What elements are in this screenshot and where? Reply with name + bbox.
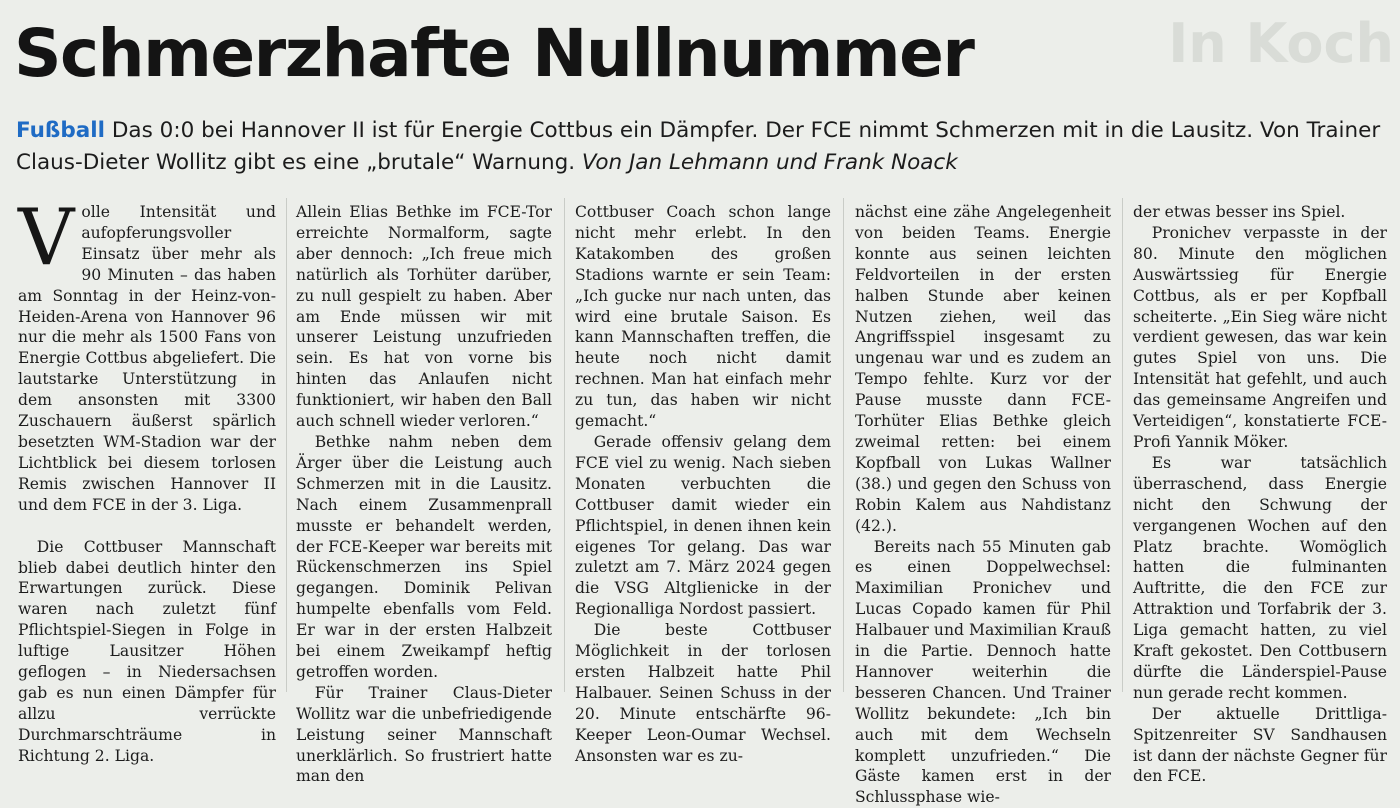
paragraph: Für Trainer Claus-Dieter Wollitz war die unbefriedigende Leistung seiner Mannschaft unerklärlich. So frustriert hatte man den (296, 683, 552, 788)
paragraph: Die Cottbuser Mannschaft blieb dabei deutlich hinter den Erwartungen zurück. Diese waren nach zuletzt fünf Pflichtspiel-Siegen in Folge in luftige Lausitzer Höhen geflogen – in Niedersachsen gab es nun einen Dämpfer für allzu verrückte Durchmarschträume in Richtung 2. Liga. (18, 537, 276, 767)
byline: Von Jan Lehmann und Frank Noack (582, 150, 958, 175)
paragraph: Allein Elias Bethke im FCE-Tor erreichte Normalform, sagte aber dennoch: „Ich freue mich natürlich als Torhüter darüber, zu null gespielt zu haben. Aber am Ende müssen wir mit unserer Leistung unzufrieden sein. Es hat von vorne bis hinten das Anlaufen nicht funktioniert, wir haben den Ball auch schnell wieder verloren.“ (296, 202, 552, 432)
paragraph: Gerade offensiv gelang dem FCE viel zu wenig. Nach sieben Monaten verbuchten die Cottbuser damit wieder ein Pflichtspiel, in denen ihnen kein eigenes Tor gelang. Das war zuletzt am 7. März 2024 gegen die VSG Altglienicke in der Regionalliga Nordost passiert. (575, 432, 831, 620)
article-column-3 (575, 202, 831, 766)
paragraph: Es war tatsächlich überraschend, dass Energie nicht den Schwung der vergangenen Wochen auf den Platz brachte. Womöglich hatten die fulminanten Auftritte, die den FCE zur Attraktion und Torfabrik der 3. Liga gemacht hatten, zu viel Kraft gekostet. Den Cottbusern dürfte die Länderspiel-Pause nun gerade recht kommen. (1133, 453, 1387, 704)
column-rule (564, 198, 565, 692)
paragraph: Die beste Cottbuser Möglichkeit in der torlosen ersten Halbzeit hatte Phil Halbauer. Seinen Schuss in der 20. Minute entschärfte 96-Keeper Leon-Oumar Wechsel. Ansonsten war es zu- (575, 620, 831, 766)
column-rule (286, 198, 287, 692)
paragraph: nächst eine zähe Angelegenheit von beiden Teams. Energie konnte aus seinen leichten Feldvorteilen in der ersten halben Stunde aber keinen Nutzen ziehen, weil das Angriffsspiel insgesamt zu ungenau war und es zudem an Tempo fehlte. Kurz vor der Pause musste dann FCE-Torhüter Elias Bethke gleich zweimal retten: bei einem Kopfball von Lukas Wallner (38.) und gegen den Schuss von Robin Kalem aus Nahdistanz (42.). (855, 202, 1111, 537)
paragraph: der etwas besser ins Spiel. (1133, 202, 1387, 223)
article-deck (16, 115, 1396, 179)
drop-cap: V (18, 206, 74, 270)
paragraph: Bereits nach 55 Minuten gab es einen Doppelwechsel: Maximilian Pronichev und Lucas Copado kamen für Phil Halbauer und Maximilian Krauß in die Partie. Dennoch hatte Hannover weiterhin die besseren Chancen. Und Trainer Wollitz bekundete: „Ich bin auch mit dem Wechseln komplett unzufrieden.“ Die Gäste kamen erst in der Schlussphase wie- (855, 537, 1111, 808)
deck-text: Das 0:0 bei Hannover II ist für Energie Cottbus ein Dämpfer. Der FCE nimmt Schmerzen mit in die Lausitz. Von Trainer Claus-Dieter Wollitz gibt es eine „brutale“ Warnung. (16, 118, 1380, 175)
background-ghost-text: In Koch (1168, 12, 1394, 75)
column-rule (843, 198, 844, 692)
article-column-1 (18, 202, 276, 767)
paragraph: Bethke nahm neben dem Ärger über die Leistung auch Schmerzen mit in die Lausitz. Nach einem Zusammenprall musste er behandelt werden, der FCE-Keeper war bereits mit Rückenschmerzen ins Spiel gegangen. Dominik Pelivan humpelte ebenfalls vom Feld. Er war in der ersten Halbzeit bei einem Zweikampf heftig getroffen worden. (296, 432, 552, 683)
article-column-4 (855, 202, 1111, 808)
paragraph (18, 202, 276, 516)
paragraph: Cottbuser Coach schon lange nicht mehr erlebt. In den Katakomben des großen Stadions warnte er sein Team: „Ich gucke nur nach unten, das wird eine brutale Saison. Es kann Mannschaften treffen, die heute noch nicht damit rechnen. Man hat einfach mehr zu tun, das haben wir nicht gemacht.“ (575, 202, 831, 432)
headline: Schmerzhafte Nullnummer (14, 12, 973, 96)
kicker-label: Fußball (16, 118, 105, 143)
paragraph: Der aktuelle Drittliga-Spitzenreiter SV Sandhausen ist dann der nächste Gegner für den FCE. (1133, 704, 1387, 788)
paragraph-text: olle Intensität und aufopferungsvoller Einsatz über mehr als 90 Minuten – das haben am Sonntag in der Heinz-von-Heiden-Arena von Hannover 96 nur die mehr als 1500 Fans von Energie Cottbus abgeliefert. Die lautstarke Unterstützung in dem ansonsten mit 3300 Zuschauern äußerst spärlich besetzten WM-Stadion war der Lichtblick bei diesem torlosen Remis zwischen Hannover II und dem FCE in der 3. Liga. (18, 203, 276, 514)
article-column-2 (296, 202, 552, 787)
paragraph: Pronichev verpasste in der 80. Minute den möglichen Auswärtssieg für Energie Cottbus, als er per Kopfball scheiterte. „Ein Sieg wäre nicht verdient gewesen, das war kein gutes Spiel von uns. Die Intensität hat gefehlt, und auch das gemeinsame Angreifen und Verteidigen“, konstatierte FCE-Profi Yannik Möker. (1133, 223, 1387, 453)
article-column-5 (1133, 202, 1387, 787)
column-rule (1122, 198, 1123, 692)
